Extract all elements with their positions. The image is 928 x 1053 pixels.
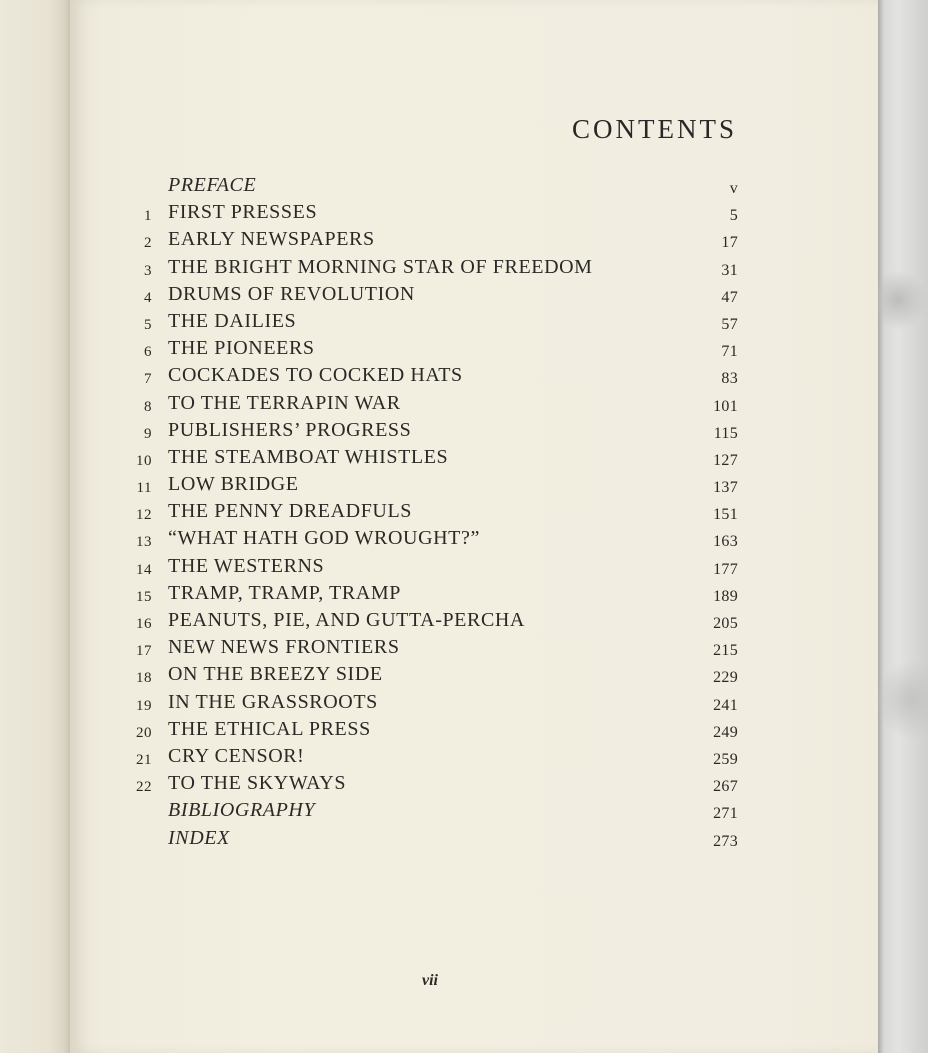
chapter-page: 249	[713, 723, 738, 741]
chapter-page: 215	[713, 642, 738, 660]
chapter-number: 21	[136, 751, 152, 768]
chapter-title: TO THE TERRAPIN WAR	[168, 391, 401, 414]
chapter-title: BIBLIOGRAPHY	[168, 799, 316, 822]
toc-entry	[120, 337, 740, 364]
toc-entry	[120, 419, 740, 446]
chapter-title: EARLY NEWSPAPERS	[168, 228, 375, 251]
chapter-number: 6	[144, 344, 152, 361]
chapter-number: 15	[136, 588, 152, 605]
background-surface	[878, 0, 928, 1053]
chapter-title: THE WESTERNS	[168, 554, 325, 577]
toc-entry	[120, 718, 740, 745]
chapter-page: 57	[721, 315, 738, 333]
chapter-page: 267	[713, 778, 738, 796]
chapter-page: 151	[713, 506, 738, 524]
chapter-title: NEW NEWS FRONTIERS	[168, 636, 400, 659]
toc-entry	[120, 473, 740, 500]
chapter-page: 137	[713, 479, 738, 497]
chapter-title: FIRST PRESSES	[168, 201, 318, 224]
chapter-page: 177	[713, 560, 738, 578]
chapter-title: IN THE GRASSROOTS	[168, 690, 378, 713]
chapter-title: COCKADES TO COCKED HATS	[168, 364, 463, 387]
chapter-title: PUBLISHERS’ PROGRESS	[168, 418, 412, 441]
toc-entry	[120, 500, 740, 527]
toc-entry	[120, 663, 740, 690]
chapter-page: 259	[713, 750, 738, 768]
chapter-title: DRUMS OF REVOLUTION	[168, 282, 415, 305]
chapter-title: THE PENNY DREADFULS	[168, 500, 412, 523]
toc-entry	[120, 228, 740, 255]
chapter-title: INDEX	[168, 826, 230, 849]
toc-entry	[120, 827, 740, 854]
toc-entry	[120, 745, 740, 772]
chapter-number: 9	[144, 425, 152, 442]
chapter-page: 5	[729, 207, 738, 225]
chapter-title: THE BRIGHT MORNING STAR OF FREEDOM	[168, 255, 593, 278]
facing-page-edge	[0, 0, 70, 1053]
chapter-page: 71	[721, 343, 738, 361]
chapter-title: LOW BRIDGE	[168, 473, 299, 496]
chapter-number: 20	[136, 724, 152, 741]
chapter-number: 7	[144, 371, 152, 388]
chapter-title: THE ETHICAL PRESS	[168, 717, 371, 740]
chapter-number: 18	[136, 670, 152, 687]
chapter-number: 8	[144, 398, 152, 415]
toc-entry	[120, 310, 740, 337]
toc-entry	[120, 446, 740, 473]
toc-entry	[120, 174, 740, 201]
page-title: CONTENTS	[572, 114, 737, 144]
toc-entry	[120, 201, 740, 228]
chapter-number: 13	[136, 534, 152, 551]
chapter-title: CRY CENSOR!	[168, 744, 305, 767]
chapter-number: 22	[136, 779, 152, 796]
chapter-title: ON THE BREEZY SIDE	[168, 663, 383, 686]
chapter-page: 127	[713, 451, 738, 469]
toc-entry	[120, 364, 740, 391]
chapter-page: 163	[713, 533, 738, 551]
chapter-title: PREFACE	[168, 174, 257, 196]
toc-entry	[120, 799, 740, 826]
chapter-number: 2	[144, 235, 152, 252]
toc-entry	[120, 772, 740, 799]
toc-entry	[120, 256, 740, 283]
chapter-number: 3	[144, 262, 152, 279]
chapter-title: PEANUTS, PIE, AND GUTTA-PERCHA	[168, 609, 525, 631]
chapter-page: 273	[713, 832, 738, 850]
chapter-page: 47	[721, 288, 738, 306]
chapter-title: THE STEAMBOAT WHISTLES	[168, 445, 449, 468]
chapter-number: 12	[136, 507, 152, 524]
chapter-page: 229	[713, 669, 738, 687]
chapter-number: 17	[136, 643, 152, 660]
chapter-page: 271	[713, 805, 738, 823]
toc-entry	[120, 636, 740, 663]
chapter-number: 14	[136, 561, 152, 578]
toc-entry	[120, 283, 740, 310]
chapter-page: 83	[721, 370, 738, 388]
toc-entry	[120, 527, 740, 554]
chapter-number: 19	[136, 697, 152, 714]
chapter-number: 10	[136, 452, 152, 469]
toc-entry	[120, 555, 740, 582]
chapter-number: 4	[144, 289, 152, 306]
chapter-title: THE PIONEERS	[168, 337, 315, 360]
toc-entry	[120, 582, 740, 609]
table-of-contents	[120, 174, 740, 854]
chapter-title: TO THE SKYWAYS	[168, 772, 347, 795]
toc-entry	[120, 691, 740, 718]
page-number: vii	[422, 972, 438, 989]
chapter-number: 1	[144, 208, 152, 225]
chapter-page: 101	[713, 397, 738, 415]
chapter-page: 17	[721, 234, 738, 252]
chapter-number: 11	[136, 480, 152, 497]
chapter-number: 5	[144, 316, 152, 333]
chapter-page: 31	[721, 261, 738, 279]
chapter-title: “WHAT HATH GOD WROUGHT?”	[168, 527, 480, 550]
chapter-page: 241	[713, 696, 738, 714]
chapter-title: THE DAILIES	[168, 309, 297, 332]
chapter-page: 189	[713, 587, 738, 605]
toc-entry	[120, 392, 740, 419]
toc-entry	[120, 609, 740, 636]
chapter-page: v	[729, 180, 738, 197]
chapter-title: TRAMP, TRAMP, TRAMP	[168, 581, 401, 604]
chapter-page: 205	[713, 615, 738, 632]
chapter-number: 16	[136, 616, 152, 632]
chapter-page: 115	[713, 424, 738, 442]
